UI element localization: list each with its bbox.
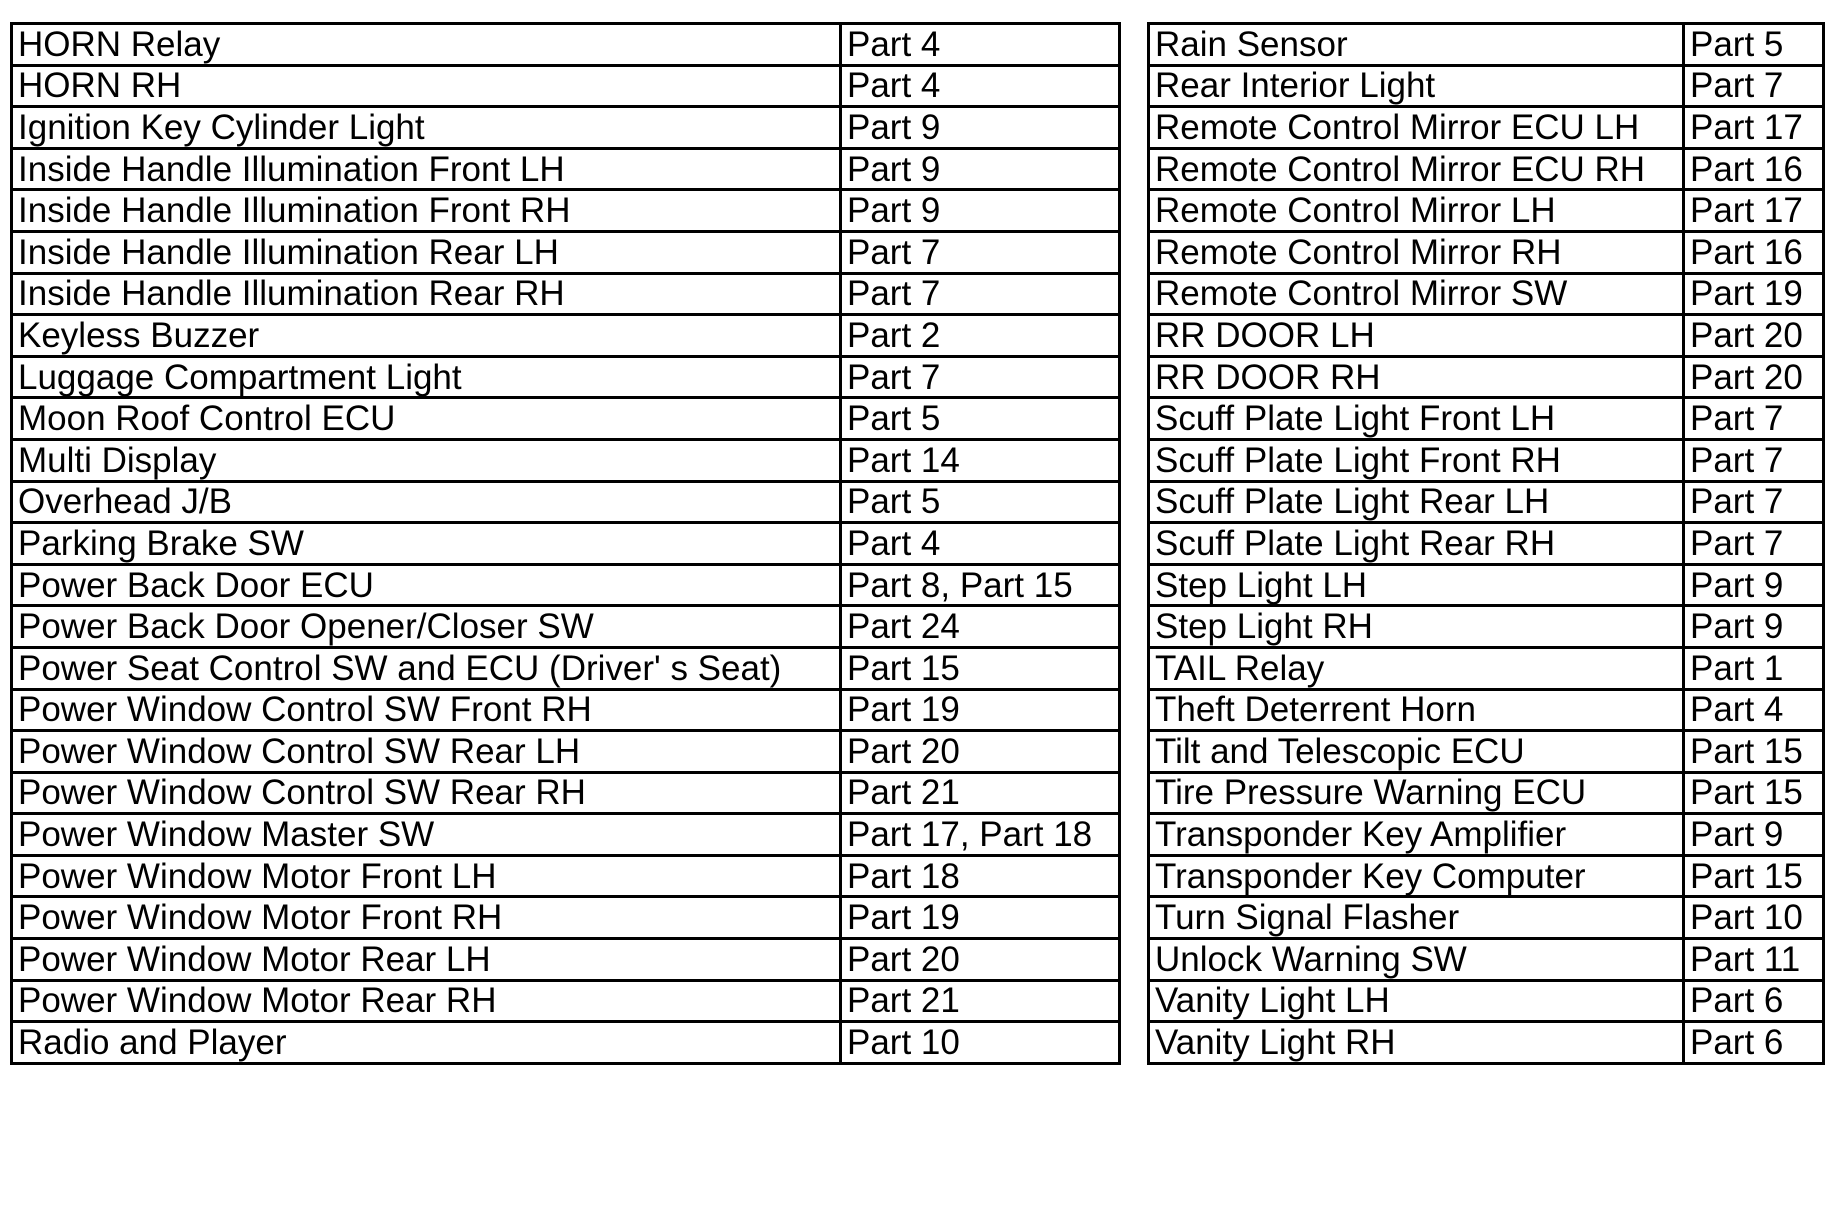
- right-component-name: Theft Deterrent Horn: [1149, 689, 1684, 731]
- right-part-reference: Part 7: [1684, 523, 1824, 565]
- left-part-reference: Part 20: [841, 939, 1120, 981]
- column-gap: [1120, 107, 1149, 149]
- right-part-reference: Part 10: [1684, 897, 1824, 939]
- table-row: [12, 564, 1824, 606]
- component-index-table: [10, 22, 1825, 1065]
- left-part-reference: Part 2: [841, 315, 1120, 357]
- column-gap: [1120, 647, 1149, 689]
- column-gap: [1120, 564, 1149, 606]
- left-part-reference: Part 9: [841, 190, 1120, 232]
- left-part-reference: Part 4: [841, 523, 1120, 565]
- right-component-name: Rain Sensor: [1149, 24, 1684, 66]
- column-gap: [1120, 689, 1149, 731]
- left-part-reference: Part 18: [841, 855, 1120, 897]
- left-part-reference: Part 19: [841, 897, 1120, 939]
- table-row: [12, 897, 1824, 939]
- right-part-reference: Part 9: [1684, 606, 1824, 648]
- right-component-name: Vanity Light RH: [1149, 1022, 1684, 1064]
- right-component-name: Scuff Plate Light Rear RH: [1149, 523, 1684, 565]
- column-gap: [1120, 315, 1149, 357]
- left-part-reference: Part 20: [841, 731, 1120, 773]
- column-gap: [1120, 231, 1149, 273]
- column-gap: [1120, 273, 1149, 315]
- left-part-reference: Part 14: [841, 439, 1120, 481]
- column-gap: [1120, 1022, 1149, 1064]
- left-part-reference: Part 4: [841, 65, 1120, 107]
- column-gap: [1120, 731, 1149, 773]
- right-component-name: Unlock Warning SW: [1149, 939, 1684, 981]
- right-component-name: Tire Pressure Warning ECU: [1149, 772, 1684, 814]
- left-component-name: Power Window Motor Front RH: [12, 897, 841, 939]
- column-gap: [1120, 439, 1149, 481]
- right-component-name: Scuff Plate Light Front RH: [1149, 439, 1684, 481]
- table-row: [12, 772, 1824, 814]
- table-row: [12, 689, 1824, 731]
- left-component-name: Inside Handle Illumination Front RH: [12, 190, 841, 232]
- column-gap: [1120, 814, 1149, 856]
- left-component-name: Keyless Buzzer: [12, 315, 841, 357]
- right-component-name: Step Light RH: [1149, 606, 1684, 648]
- left-part-reference: Part 19: [841, 689, 1120, 731]
- left-component-name: Power Window Control SW Front RH: [12, 689, 841, 731]
- left-component-name: Power Window Motor Rear LH: [12, 939, 841, 981]
- column-gap: [1120, 65, 1149, 107]
- left-part-reference: Part 24: [841, 606, 1120, 648]
- table-row: [12, 647, 1824, 689]
- column-gap: [1120, 897, 1149, 939]
- column-gap: [1120, 980, 1149, 1022]
- table-row: [12, 481, 1824, 523]
- left-component-name: Power Back Door ECU: [12, 564, 841, 606]
- table-row: [12, 273, 1824, 315]
- left-component-name: Inside Handle Illumination Rear RH: [12, 273, 841, 315]
- left-component-name: HORN Relay: [12, 24, 841, 66]
- left-part-reference: Part 17, Part 18: [841, 814, 1120, 856]
- table-row: [12, 148, 1824, 190]
- right-component-name: RR DOOR LH: [1149, 315, 1684, 357]
- right-part-reference: Part 5: [1684, 24, 1824, 66]
- table-row: [12, 939, 1824, 981]
- left-component-name: Luggage Compartment Light: [12, 356, 841, 398]
- right-part-reference: Part 19: [1684, 273, 1824, 315]
- table-row: [12, 107, 1824, 149]
- left-component-name: Power Back Door Opener/Closer SW: [12, 606, 841, 648]
- right-part-reference: Part 20: [1684, 315, 1824, 357]
- right-component-name: Transponder Key Amplifier: [1149, 814, 1684, 856]
- table-row: [12, 190, 1824, 232]
- right-component-name: Remote Control Mirror LH: [1149, 190, 1684, 232]
- table-row: [12, 606, 1824, 648]
- table-row: [12, 356, 1824, 398]
- right-part-reference: Part 16: [1684, 231, 1824, 273]
- table-row: [12, 731, 1824, 773]
- right-part-reference: Part 17: [1684, 190, 1824, 232]
- column-gap: [1120, 939, 1149, 981]
- right-part-reference: Part 7: [1684, 481, 1824, 523]
- right-part-reference: Part 9: [1684, 564, 1824, 606]
- right-component-name: Remote Control Mirror ECU LH: [1149, 107, 1684, 149]
- table-row: [12, 1022, 1824, 1064]
- left-part-reference: Part 15: [841, 647, 1120, 689]
- left-component-name: Power Window Motor Rear RH: [12, 980, 841, 1022]
- left-part-reference: Part 21: [841, 772, 1120, 814]
- right-part-reference: Part 6: [1684, 980, 1824, 1022]
- table-row: [12, 398, 1824, 440]
- right-component-name: Remote Control Mirror SW: [1149, 273, 1684, 315]
- right-part-reference: Part 4: [1684, 689, 1824, 731]
- left-part-reference: Part 9: [841, 107, 1120, 149]
- right-part-reference: Part 1: [1684, 647, 1824, 689]
- right-part-reference: Part 7: [1684, 398, 1824, 440]
- table-row: [12, 523, 1824, 565]
- left-part-reference: Part 9: [841, 148, 1120, 190]
- table-row: [12, 231, 1824, 273]
- left-component-name: Overhead J/B: [12, 481, 841, 523]
- left-component-name: HORN RH: [12, 65, 841, 107]
- table-row: [12, 24, 1824, 66]
- right-component-name: Step Light LH: [1149, 564, 1684, 606]
- column-gap: [1120, 606, 1149, 648]
- right-part-reference: Part 15: [1684, 772, 1824, 814]
- left-component-name: Power Window Control SW Rear RH: [12, 772, 841, 814]
- left-part-reference: Part 10: [841, 1022, 1120, 1064]
- table-row: [12, 65, 1824, 107]
- left-part-reference: Part 5: [841, 398, 1120, 440]
- right-part-reference: Part 7: [1684, 65, 1824, 107]
- left-component-name: Power Seat Control SW and ECU (Driver' s Seat): [12, 647, 841, 689]
- left-part-reference: Part 7: [841, 273, 1120, 315]
- left-component-name: Inside Handle Illumination Front LH: [12, 148, 841, 190]
- table-row: [12, 439, 1824, 481]
- column-gap: [1120, 148, 1149, 190]
- right-component-name: RR DOOR RH: [1149, 356, 1684, 398]
- right-part-reference: Part 15: [1684, 855, 1824, 897]
- left-component-name: Power Window Control SW Rear LH: [12, 731, 841, 773]
- right-component-name: Remote Control Mirror RH: [1149, 231, 1684, 273]
- right-part-reference: Part 9: [1684, 814, 1824, 856]
- right-part-reference: Part 11: [1684, 939, 1824, 981]
- table-row: [12, 855, 1824, 897]
- column-gap: [1120, 523, 1149, 565]
- right-part-reference: Part 6: [1684, 1022, 1824, 1064]
- column-gap: [1120, 190, 1149, 232]
- left-component-name: Power Window Motor Front LH: [12, 855, 841, 897]
- table-body: [12, 24, 1824, 1064]
- column-gap: [1120, 24, 1149, 66]
- left-part-reference: Part 7: [841, 356, 1120, 398]
- left-part-reference: Part 21: [841, 980, 1120, 1022]
- column-gap: [1120, 398, 1149, 440]
- left-component-name: Inside Handle Illumination Rear LH: [12, 231, 841, 273]
- left-component-name: Power Window Master SW: [12, 814, 841, 856]
- right-part-reference: Part 20: [1684, 356, 1824, 398]
- column-gap: [1120, 481, 1149, 523]
- right-component-name: TAIL Relay: [1149, 647, 1684, 689]
- left-part-reference: Part 5: [841, 481, 1120, 523]
- right-component-name: Tilt and Telescopic ECU: [1149, 731, 1684, 773]
- right-component-name: Turn Signal Flasher: [1149, 897, 1684, 939]
- right-part-reference: Part 7: [1684, 439, 1824, 481]
- left-component-name: Radio and Player: [12, 1022, 841, 1064]
- table-row: [12, 315, 1824, 357]
- right-part-reference: Part 16: [1684, 148, 1824, 190]
- right-component-name: Rear Interior Light: [1149, 65, 1684, 107]
- right-component-name: Vanity Light LH: [1149, 980, 1684, 1022]
- left-component-name: Ignition Key Cylinder Light: [12, 107, 841, 149]
- left-component-name: Multi Display: [12, 439, 841, 481]
- right-part-reference: Part 17: [1684, 107, 1824, 149]
- table-row: [12, 814, 1824, 856]
- right-component-name: Remote Control Mirror ECU RH: [1149, 148, 1684, 190]
- table-row: [12, 980, 1824, 1022]
- left-part-reference: Part 4: [841, 24, 1120, 66]
- left-component-name: Parking Brake SW: [12, 523, 841, 565]
- right-component-name: Scuff Plate Light Front LH: [1149, 398, 1684, 440]
- left-part-reference: Part 7: [841, 231, 1120, 273]
- left-part-reference: Part 8, Part 15: [841, 564, 1120, 606]
- column-gap: [1120, 855, 1149, 897]
- right-part-reference: Part 15: [1684, 731, 1824, 773]
- right-component-name: Scuff Plate Light Rear LH: [1149, 481, 1684, 523]
- left-component-name: Moon Roof Control ECU: [12, 398, 841, 440]
- column-gap: [1120, 772, 1149, 814]
- column-gap: [1120, 356, 1149, 398]
- right-component-name: Transponder Key Computer: [1149, 855, 1684, 897]
